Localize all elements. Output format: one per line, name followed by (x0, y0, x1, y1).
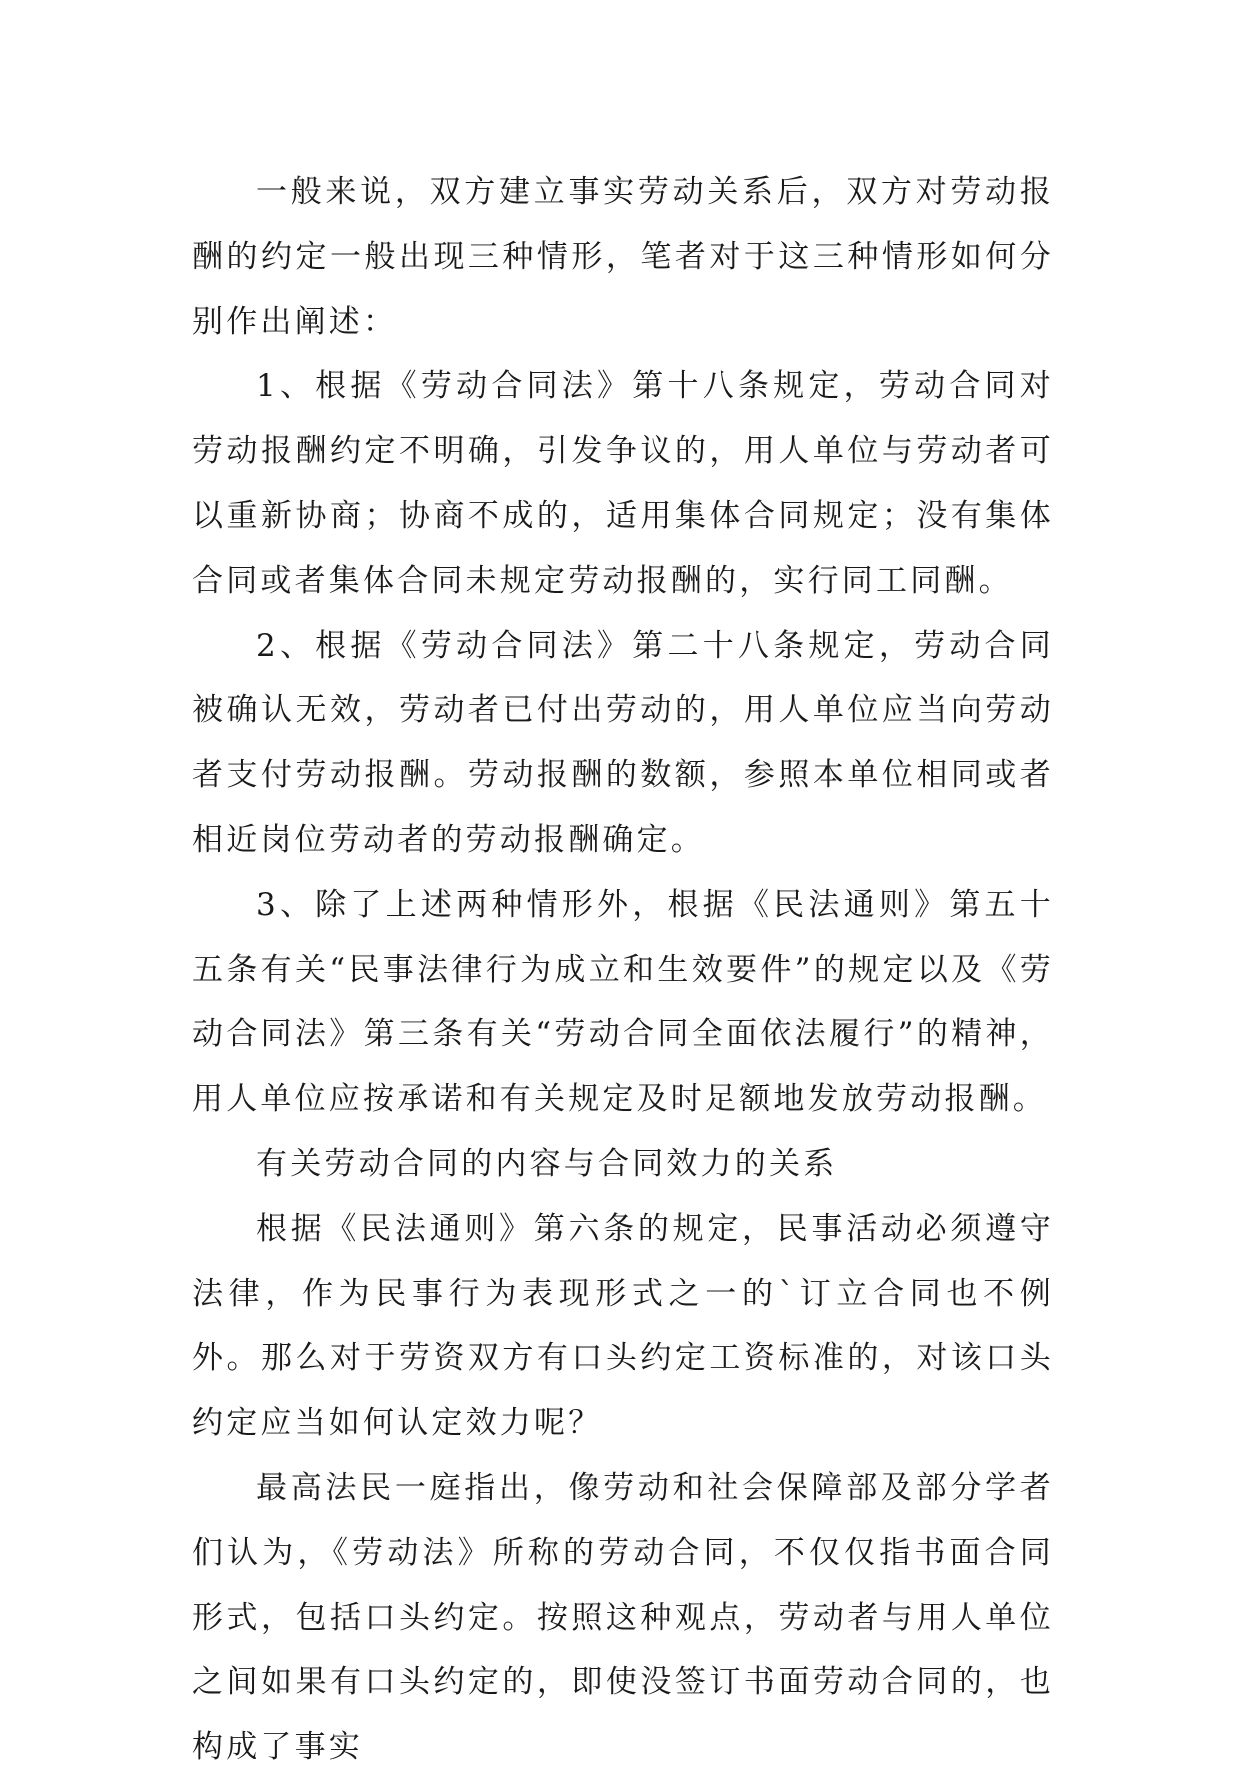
paragraph-supreme-court: 最高法民一庭指出，像劳动和社会保障部及部分学者们认为，《劳动法》所称的劳动合同，不仅仅指书面合同形式，包括口头约定。按照这种观点，劳动者与用人单位之间如果有口头约定的，即使没签订书面劳动合同的，也构成了事实 (192, 1469, 1054, 1766)
paragraph-civil-law: 根据《民法通则》第六条的规定，民事活动必须遵守法律，作为民事行为表现形式之一的`订立合同也不例外。那么对于劳资双方有口头约定工资标准的，对该口头约定应当如何认定效力呢？ (192, 1210, 1054, 1442)
document-body (192, 160, 1054, 1780)
paragraph-item-3: 3、除了上述两种情形外，根据《民法通则》第五十五条有关“民事法律行为成立和生效要件”的规定以及《劳动合同法》第三条有关“劳动合同全面依法履行”的精神，用人单位应按承诺和有关规定及时足额地发放劳动报酬。 (192, 886, 1054, 1118)
paragraph-item-1: 1、根据《劳动合同法》第十八条规定，劳动合同对劳动报酬约定不明确，引发争议的，用人单位与劳动者可以重新协商；协商不成的，适用集体合同规定；没有集体合同或者集体合同未规定劳动报酬的，实行同工同酬。 (192, 368, 1054, 599)
paragraph-intro: 一般来说，双方建立事实劳动关系后，双方对劳动报酬的约定一般出现三种情形，笔者对于这三种情形如何分别作出阐述： (192, 174, 1054, 340)
paragraph-item-2: 2、根据《劳动合同法》第二十八条规定，劳动合同被确认无效，劳动者已付出劳动的，用人单位应当向劳动者支付劳动报酬。劳动报酬的数额，参照本单位相同或者相近岗位劳动者的劳动报酬确定。 (192, 627, 1054, 858)
section-heading: 有关劳动合同的内容与合同效力的关系 (256, 1145, 838, 1182)
